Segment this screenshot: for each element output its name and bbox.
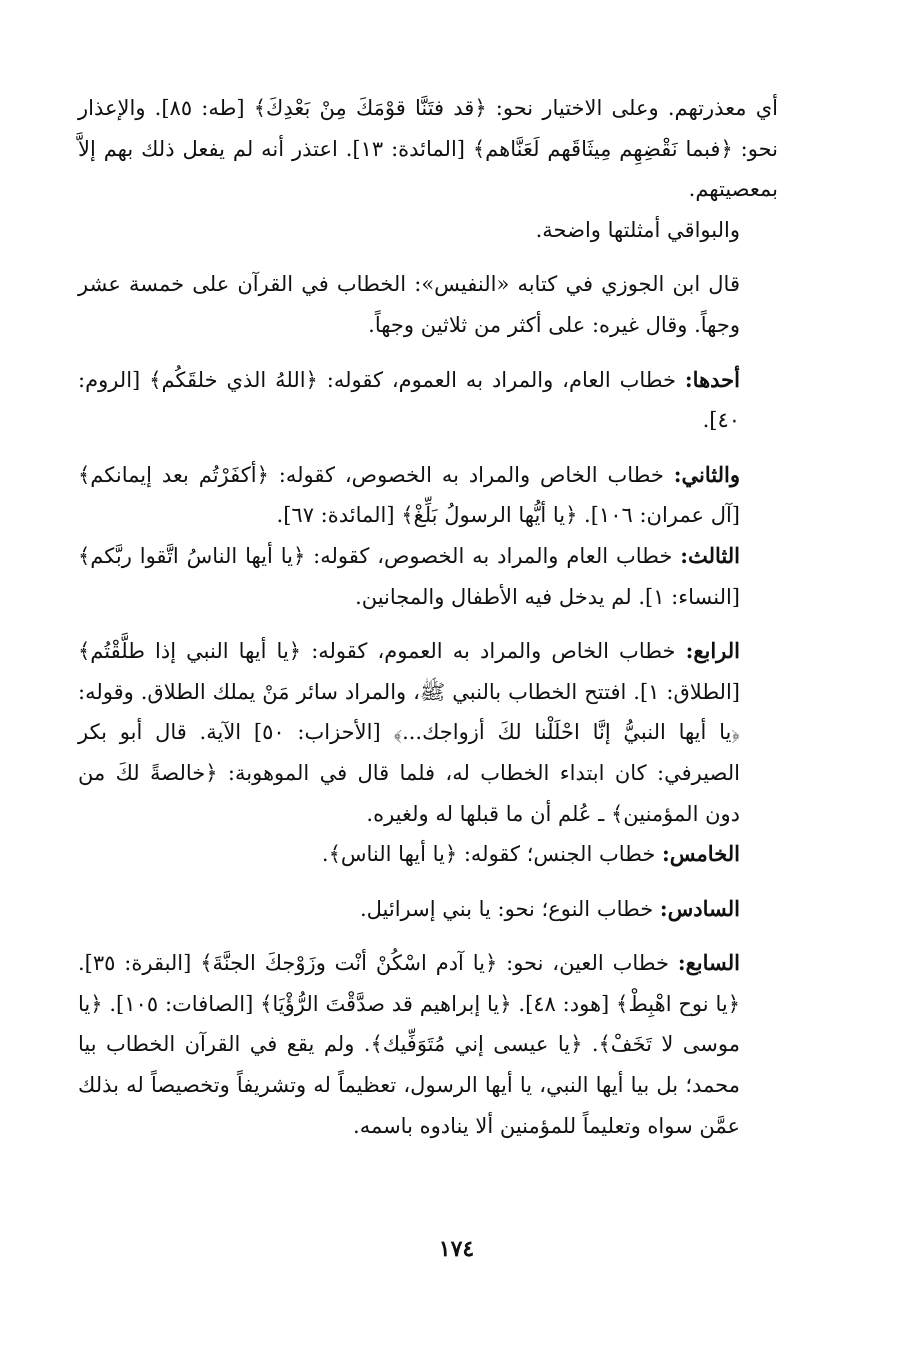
paragraph-text: أي معذرتهم. وعلى الاختيار نحو: ﴿قد فتَنَّا قوْمَكَ مِنْ بَعْدِكَ﴾ [طه: ٨٥]. والإعذار نحو: ﴿فبما نَقْضِهِم مِيثَاقَهم لَعَنَّاهم﴾ [المائدة: ١٣]. اعتذر أنه لم يفعل ذلك بهم إلاَّ بمعصيتهم. <box>78 96 778 202</box>
paragraph-fifth <box>78 834 778 875</box>
page-number: ١٧٤ <box>438 1236 475 1262</box>
section-heading: الرابع: <box>685 638 740 664</box>
paragraph-text: والبواقي أمثلتها واضحة. <box>535 217 740 242</box>
section-heading: السابع: <box>677 950 740 976</box>
paragraph-second <box>78 455 778 536</box>
paragraph-text: خطاب الجنس؛ كقوله: ﴿يا أيها الناس﴾. <box>321 842 656 867</box>
paragraph-text: خطاب العين، نحو: ﴿يا آدم اسْكُنْ أنْت وزَوْجكَ الجنَّةَ﴾ [البقرة: ٣٥]. ﴿يا نوح اهْبِطْ﴾ [هود: ٤٨]. ﴿يا إبراهيم قد صدَّقْتَ الرُّؤْيَا﴾ [الصافات: ١٠٥]. ﴿يا موسى لا تَخَفْ﴾. ﴿يا عيسى إني مُتَوَفِّيك﴾. ولم يقع في القرآن الخطاب بيا محمد؛ بل بيا أيها النبي، يا أيها الرسول، تعظيماً له وتشريفاً وتخصيصاً له بذلك عمَّن سواه وتعليماً للمؤمنين ألا ينادوه باسمه. <box>78 951 740 1138</box>
paragraph-text: خطاب النوع؛ نحو: يا بني إسرائيل. <box>359 896 654 921</box>
paragraph-third <box>78 536 778 617</box>
paragraph-sixth <box>78 889 778 930</box>
paragraph-fourth <box>78 631 778 834</box>
page-body <box>78 88 778 1146</box>
paragraph-text: خطاب العام والمراد به الخصوص، كقوله: ﴿يا أيها الناسُ اتَّقوا ربَّكم﴾ [النساء: ١]. لم يدخل فيه الأطفال والمجانين. <box>78 543 740 609</box>
section-heading: والثاني: <box>673 461 740 487</box>
section-heading: الخامس: <box>662 841 740 867</box>
section-heading: أحدها: <box>684 366 740 392</box>
paragraph-text: خطاب العام، والمراد به العموم، كقوله: ﴿اللهُ الذي خلقَكُم﴾ [الروم: ٤٠]. <box>78 367 740 433</box>
paragraph-seventh <box>78 943 778 1146</box>
section-heading: الثالث: <box>680 542 740 568</box>
paragraph-text: قال ابن الجوزي في كتابه «النفيس»: الخطاب في القرآن على خمسة عشر وجهاً. وقال غيره: على أكثر من ثلاثين وجهاً. <box>78 272 740 337</box>
paragraph-remaining-examples <box>78 210 778 251</box>
paragraph-text: خطاب الخاص والمراد به العموم، كقوله: ﴿يا أيها النبي إذا طلَّقْتُم﴾ [الطلاق: ١]. افتتح الخطاب بالنبي ﷺ، والمراد سائر مَنْ يملك الطلاق. وقوله: ﴿يا أيها النبيُّ إنَّا احْلَلْنا لكَ أزواجك...﴾ [الأحزاب: ٥٠] الآية. قال أبو بكر الصيرفي: كان ابتداء الخطاب له، فلما قال في الموهوبة: ﴿خالصةً لكَ من دون المؤمنين﴾ ـ عُلم أن ما قبلها له ولغيره. <box>78 639 740 826</box>
paragraph-first <box>78 360 778 441</box>
paragraph-intro <box>78 88 778 210</box>
paragraph-ibn-jawzi <box>78 264 778 345</box>
section-heading: السادس: <box>659 895 740 921</box>
paragraph-text: خطاب الخاص والمراد به الخصوص، كقوله: ﴿أكفَرْتُم بعد إيمانكم﴾ [آل عمران: ١٠٦]. ﴿يا أيُّها الرسولُ بَلِّغْ﴾ [المائدة: ٦٧]. <box>78 462 740 528</box>
